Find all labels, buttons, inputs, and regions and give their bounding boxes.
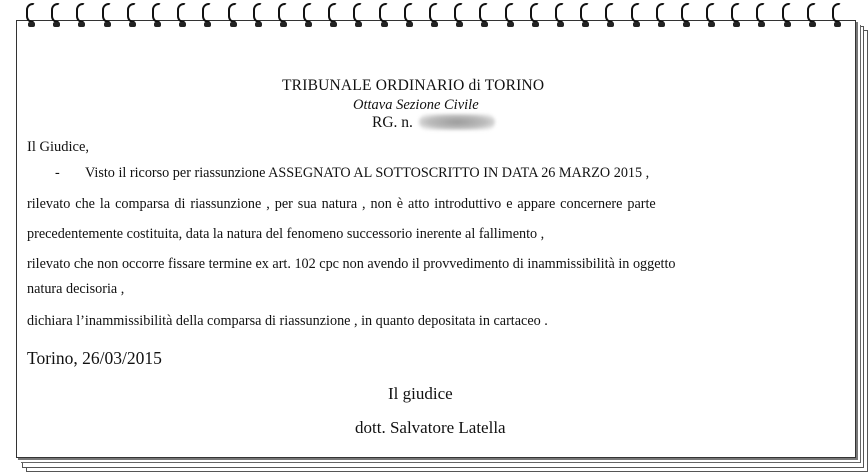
paragraph-text: dichiara l’inammissibilità della comparsa di riassunzione , in quanto depositata in cartaceo . (27, 313, 548, 329)
paragraph-line (27, 196, 656, 213)
paragraph-line (27, 281, 124, 298)
court-section: Ottava Sezione Civile (353, 97, 479, 113)
signature-title: Il giudice (388, 384, 453, 403)
paragraph-text: precedentemente costituita, data la natura del fenomeno successorio inerente al fallimento , (27, 226, 545, 242)
court-title: TRIBUNALE ORDINARIO di TORINO (282, 77, 545, 94)
place-date: Torino, 26/03/2015 (27, 348, 162, 368)
case-number-label: RG. n. (372, 114, 413, 131)
signature-name: dott. Salvatore Latella (355, 418, 506, 437)
paragraph-text: natura decisoria , (27, 281, 125, 297)
paragraph-text: Visto il ricorso per riassunzione ASSEGNATO AL SOTTOSCRITTO IN DATA 26 MARZO 2015 , (85, 165, 650, 181)
paragraph-line (27, 313, 548, 330)
paragraph-text: rilevato che non occorre fissare termine ex art. 102 cpc non avendo il provvedimento di inammissibilità in oggetto (27, 256, 676, 272)
paragraph-line (27, 256, 676, 273)
case-number-line (372, 114, 495, 132)
bullet-dash: - (55, 165, 60, 181)
paragraph-text: rilevato che la comparsa di riassunzione , per sua natura , non è atto introduttivo e appare concernere parte (27, 196, 656, 212)
redacted-case-number (419, 114, 495, 130)
paragraph-line (27, 226, 544, 243)
paragraph-line (55, 165, 649, 182)
addressee: Il Giudice, (27, 139, 90, 155)
